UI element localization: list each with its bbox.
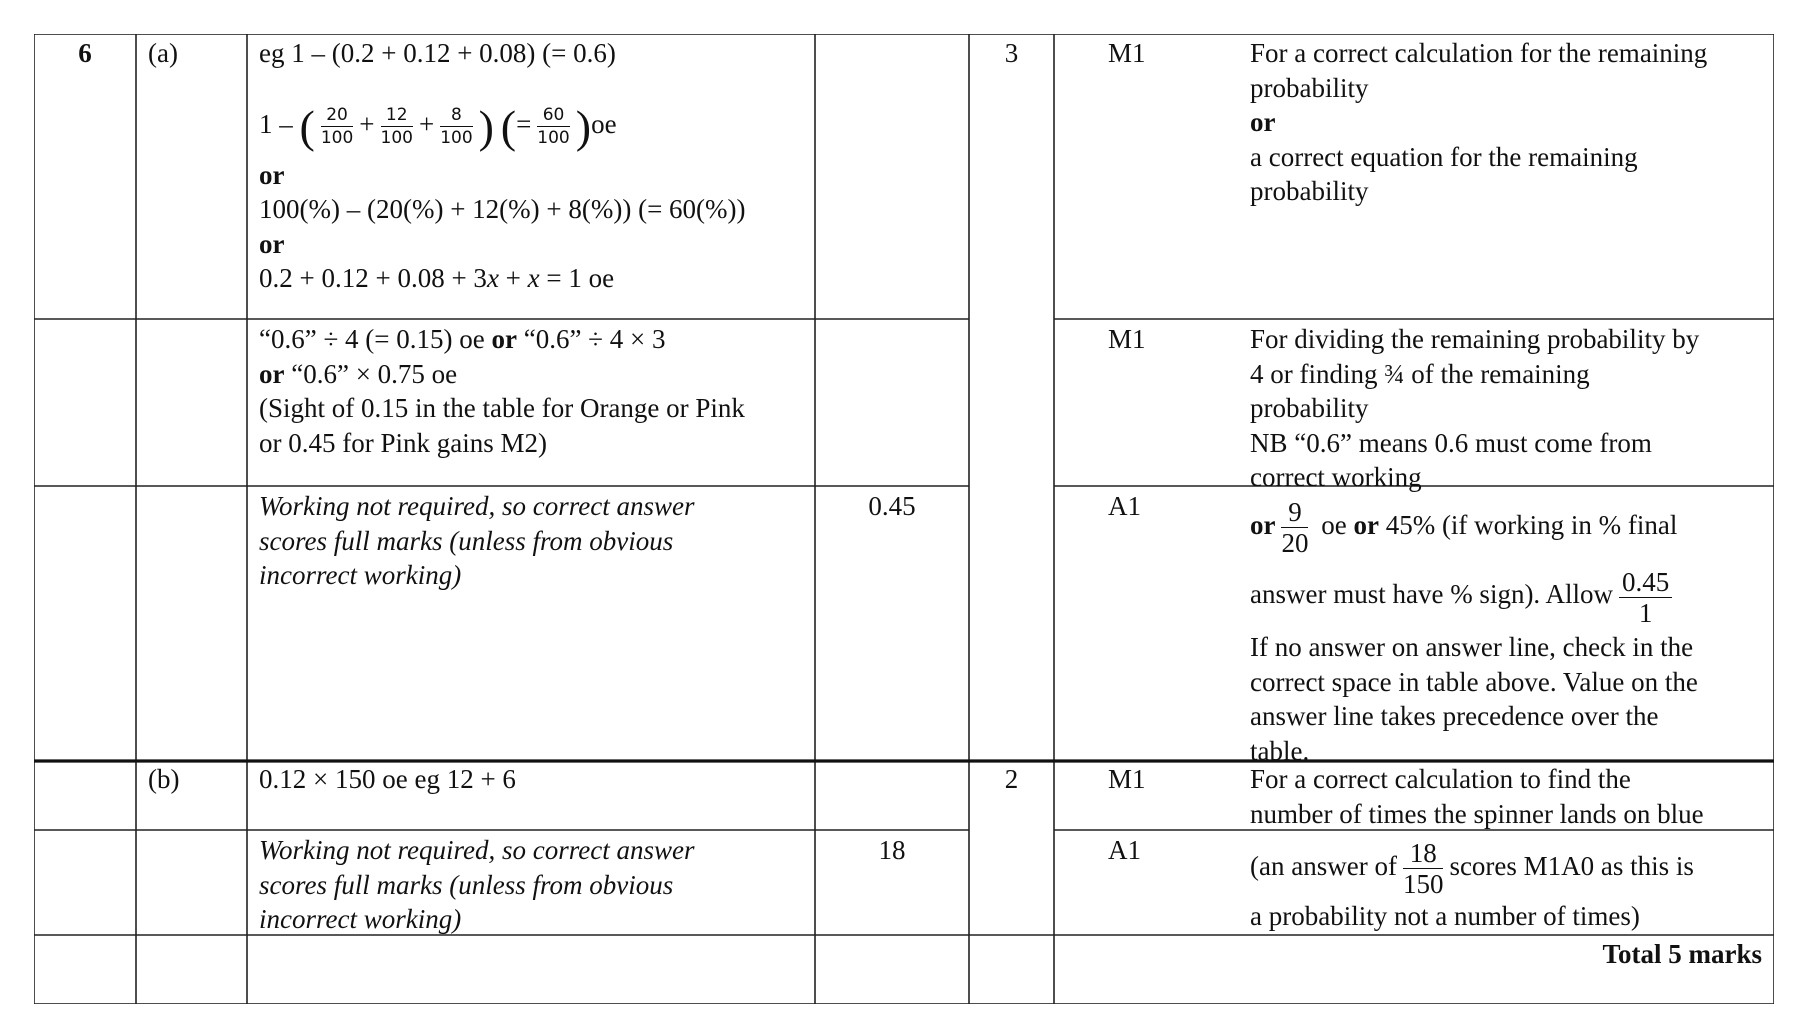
- part-a-marks: 3: [1004, 38, 1019, 68]
- mark-a3: A1: [1108, 491, 1141, 521]
- part-a-label: (a): [148, 38, 178, 68]
- total-marks: Total 5 marks: [1602, 939, 1762, 969]
- working-b2: Working not required, so correct answer scores full marks (unless from obvious incorrect working): [259, 835, 695, 934]
- working-b1: 0.12 × 150 oe eg 12 + 6: [259, 764, 516, 794]
- part-b-label: (b): [148, 764, 180, 794]
- working-a1-fraction-line: 1 – ( $\frac{20}{100}$ + $\frac{12}{100}$ + $\frac{8}{100}$ ) (= $\frac{60}{100}$ )oe: [259, 100, 617, 152]
- notes-a3: or $\frac{9}{20}$ oe or 45% (if working in % final answer must have % sign). Allow $\frac{0.45}{1}$ If no answer on answer line, check in the correct space in table above. Value on the answer line takes precedence over the table.: [1250, 497, 1698, 766]
- notes-b1: For a correct calculation to find the number of times the spinner lands on blue: [1250, 764, 1704, 829]
- working-a2: “0.6” ÷ 4 (= 0.15) oe or “0.6” ÷ 4 × 3 or “0.6” × 0.75 oe (Sight of 0.15 in the table for Orange or Pink or 0.45 for Pink gains M2): [259, 324, 745, 458]
- working-a1-line1: eg 1 – (0.2 + 0.12 + 0.08) (= 0.6): [259, 38, 616, 68]
- working-a1-line5: 0.2 + 0.12 + 0.08 + 3x + x = 1 oe: [259, 263, 615, 293]
- working-a1-or2: or: [259, 229, 285, 259]
- notes-a2: For dividing the remaining probability by 4 or finding ¾ of the remaining probability NB “0.6” means 0.6 must come from correct working: [1250, 324, 1700, 492]
- working-a1-or1: or: [259, 160, 285, 190]
- working-a1-line3: 100(%) – (20(%) + 12(%) + 8(%)) (= 60(%)): [259, 194, 746, 224]
- notes-a1: For a correct calculation for the remaining probability or a correct equation for the remaining probability: [1250, 38, 1708, 206]
- answer-b: 18: [878, 835, 906, 865]
- mark-a2: M1: [1108, 324, 1146, 354]
- mark-a1: M1: [1108, 38, 1146, 68]
- mark-scheme-table: [34, 34, 1774, 1004]
- question-number: 6: [78, 38, 92, 68]
- mark-b2: A1: [1108, 835, 1141, 865]
- notes-b2: (an answer of $\frac{18}{150}$ scores M1A0 as this is a probability not a number of times): [1250, 838, 1694, 932]
- answer-a: 0.45: [868, 491, 916, 521]
- working-a3: Working not required, so correct answer scores full marks (unless from obvious incorrect working): [259, 491, 695, 590]
- mark-b1: M1: [1108, 764, 1146, 794]
- part-b-marks: 2: [1004, 764, 1019, 794]
